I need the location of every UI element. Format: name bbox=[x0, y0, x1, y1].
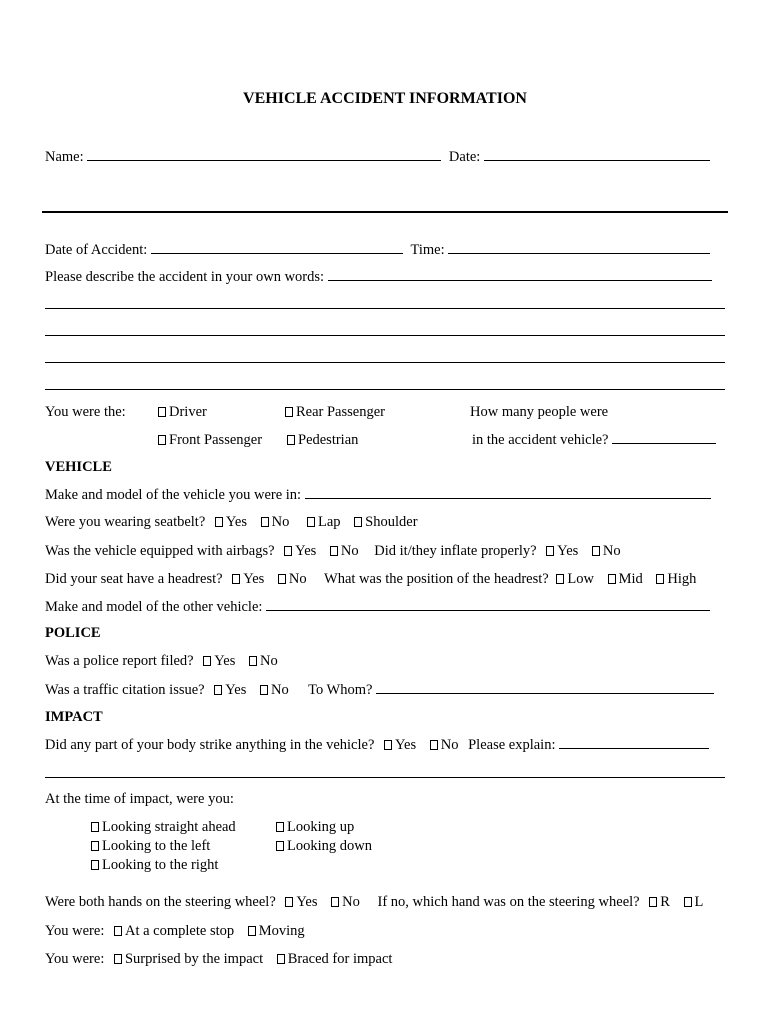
option-driver[interactable]: Driver bbox=[158, 402, 207, 422]
checkbox[interactable] bbox=[232, 574, 240, 584]
make-model-row bbox=[45, 485, 725, 505]
looking-straight[interactable]: Looking straight ahead bbox=[91, 817, 236, 837]
surprised[interactable]: Surprised by the impact bbox=[114, 949, 263, 969]
headrest-row: Did your seat have a headrest? Yes No What was the position of the headrest? Low Mid High bbox=[45, 571, 697, 587]
people-count-field[interactable] bbox=[612, 430, 716, 444]
whom-field[interactable] bbox=[376, 680, 714, 694]
hands-no[interactable]: No bbox=[331, 892, 360, 912]
option-rear-passenger[interactable]: Rear Passenger bbox=[285, 402, 385, 422]
checkbox[interactable] bbox=[260, 685, 268, 695]
seatbelt-shoulder[interactable]: Shoulder bbox=[354, 512, 417, 532]
explain-field[interactable] bbox=[559, 735, 709, 749]
accident-date-label: Date of Accident: bbox=[45, 242, 148, 258]
checkbox[interactable] bbox=[384, 740, 392, 750]
position-mid[interactable]: Mid bbox=[608, 569, 643, 589]
strike-no[interactable]: No bbox=[430, 735, 459, 755]
impact-time-question: At the time of impact, were you: bbox=[45, 791, 234, 807]
impact-heading: IMPACT bbox=[45, 709, 103, 725]
headrest-no[interactable]: No bbox=[278, 569, 307, 589]
people-question-2: in the accident vehicle? bbox=[472, 430, 716, 450]
checkbox[interactable] bbox=[546, 546, 554, 556]
date-field[interactable] bbox=[484, 147, 710, 161]
checkbox[interactable] bbox=[114, 954, 122, 964]
role-label: You were the: bbox=[45, 404, 126, 420]
citation-yes[interactable]: Yes bbox=[214, 680, 246, 700]
date-label: Date: bbox=[448, 149, 481, 165]
checkbox[interactable] bbox=[285, 407, 293, 417]
option-pedestrian[interactable]: Pedestrian bbox=[287, 430, 358, 450]
position-low[interactable]: Low bbox=[556, 569, 594, 589]
vehicle-heading: VEHICLE bbox=[45, 459, 112, 475]
checkbox[interactable] bbox=[277, 954, 285, 964]
citation-no[interactable]: No bbox=[260, 680, 289, 700]
describe-line[interactable] bbox=[45, 308, 725, 309]
checkbox[interactable] bbox=[556, 574, 564, 584]
name-field[interactable] bbox=[87, 147, 441, 161]
seatbelt-row: Were you wearing seatbelt? Yes No Lap Shoulder bbox=[45, 514, 418, 530]
accident-date-row bbox=[45, 240, 725, 260]
checkbox[interactable] bbox=[158, 407, 166, 417]
looking-down[interactable]: Looking down bbox=[276, 836, 372, 856]
hands-row: Were both hands on the steering wheel? Yes No If no, which hand was on the steering wheel? R L bbox=[45, 894, 704, 910]
strike-yes[interactable]: Yes bbox=[384, 735, 416, 755]
option-front-passenger[interactable]: Front Passenger bbox=[158, 430, 262, 450]
checkbox[interactable] bbox=[307, 517, 315, 527]
section-divider bbox=[42, 211, 728, 213]
time-label: Time: bbox=[410, 242, 445, 258]
checkbox[interactable] bbox=[276, 841, 284, 851]
position-high[interactable]: High bbox=[656, 569, 696, 589]
name-label: Name: bbox=[45, 149, 84, 165]
checkbox[interactable] bbox=[215, 517, 223, 527]
looking-up[interactable]: Looking up bbox=[276, 817, 354, 837]
checkbox[interactable] bbox=[114, 926, 122, 936]
moving[interactable]: Moving bbox=[248, 921, 305, 941]
page-title: VEHICLE ACCIDENT INFORMATION bbox=[243, 90, 527, 107]
describe-label: Please describe the accident in your own words: bbox=[45, 269, 325, 285]
motion-row: You were: At a complete stop Moving bbox=[45, 923, 305, 939]
checkbox[interactable] bbox=[91, 822, 99, 832]
airbags-yes[interactable]: Yes bbox=[284, 541, 316, 561]
checkbox[interactable] bbox=[608, 574, 616, 584]
checkbox[interactable] bbox=[354, 517, 362, 527]
report-no[interactable]: No bbox=[249, 651, 278, 671]
name-date-row bbox=[45, 147, 725, 167]
checkbox[interactable] bbox=[287, 435, 295, 445]
report-yes[interactable]: Yes bbox=[203, 651, 235, 671]
checkbox[interactable] bbox=[656, 574, 664, 584]
checkbox[interactable] bbox=[285, 897, 293, 907]
time-field[interactable] bbox=[448, 240, 710, 254]
checkbox[interactable] bbox=[203, 656, 211, 666]
accident-date-field[interactable] bbox=[151, 240, 403, 254]
checkbox[interactable] bbox=[158, 435, 166, 445]
hands-yes[interactable]: Yes bbox=[285, 892, 317, 912]
brace-row: You were: Surprised by the impact Braced for impact bbox=[45, 951, 393, 967]
checkbox[interactable] bbox=[91, 841, 99, 851]
checkbox[interactable] bbox=[330, 546, 338, 556]
checkbox[interactable] bbox=[331, 897, 339, 907]
checkbox[interactable] bbox=[248, 926, 256, 936]
seatbelt-lap[interactable]: Lap bbox=[307, 512, 341, 532]
checkbox[interactable] bbox=[278, 574, 286, 584]
checkbox[interactable] bbox=[649, 897, 657, 907]
people-question-1: How many people were bbox=[470, 404, 609, 420]
describe-row bbox=[45, 267, 725, 287]
checkbox[interactable] bbox=[276, 822, 284, 832]
seatbelt-no[interactable]: No bbox=[261, 512, 290, 532]
citation-row: Was a traffic citation issue? Yes No To Whom? bbox=[45, 680, 725, 700]
checkbox[interactable] bbox=[430, 740, 438, 750]
looking-left[interactable]: Looking to the left bbox=[91, 836, 210, 856]
braced[interactable]: Braced for impact bbox=[277, 949, 393, 969]
hand-left[interactable]: L bbox=[684, 892, 704, 912]
checkbox[interactable] bbox=[91, 860, 99, 870]
describe-line[interactable] bbox=[45, 389, 725, 390]
explain-line[interactable] bbox=[45, 777, 725, 778]
airbags-row: Was the vehicle equipped with airbags? Yes No Did it/they inflate properly? Yes No bbox=[45, 543, 621, 559]
describe-field[interactable] bbox=[328, 267, 712, 281]
inflate-no[interactable]: No bbox=[592, 541, 621, 561]
make-model-label: Make and model of the vehicle you were in: bbox=[45, 487, 302, 503]
checkbox[interactable] bbox=[261, 517, 269, 527]
describe-line[interactable] bbox=[45, 335, 725, 336]
hand-right[interactable]: R bbox=[649, 892, 670, 912]
make-model-field[interactable] bbox=[305, 485, 711, 499]
checkbox[interactable] bbox=[592, 546, 600, 556]
describe-line[interactable] bbox=[45, 362, 725, 363]
other-make-row: Make and model of the other vehicle: bbox=[45, 597, 725, 617]
checkbox[interactable] bbox=[684, 897, 692, 907]
complete-stop[interactable]: At a complete stop bbox=[114, 921, 234, 941]
checkbox[interactable] bbox=[214, 685, 222, 695]
strike-row: Did any part of your body strike anything in the vehicle? Yes No Please explain: bbox=[45, 735, 725, 755]
police-report-row: Was a police report filed? Yes No bbox=[45, 653, 278, 669]
checkbox[interactable] bbox=[284, 546, 292, 556]
inflate-yes[interactable]: Yes bbox=[546, 541, 578, 561]
headrest-yes[interactable]: Yes bbox=[232, 569, 264, 589]
checkbox[interactable] bbox=[249, 656, 257, 666]
seatbelt-yes[interactable]: Yes bbox=[215, 512, 247, 532]
police-heading: POLICE bbox=[45, 625, 101, 641]
airbags-no[interactable]: No bbox=[330, 541, 359, 561]
other-make-field[interactable] bbox=[266, 597, 710, 611]
looking-right[interactable]: Looking to the right bbox=[91, 855, 218, 875]
